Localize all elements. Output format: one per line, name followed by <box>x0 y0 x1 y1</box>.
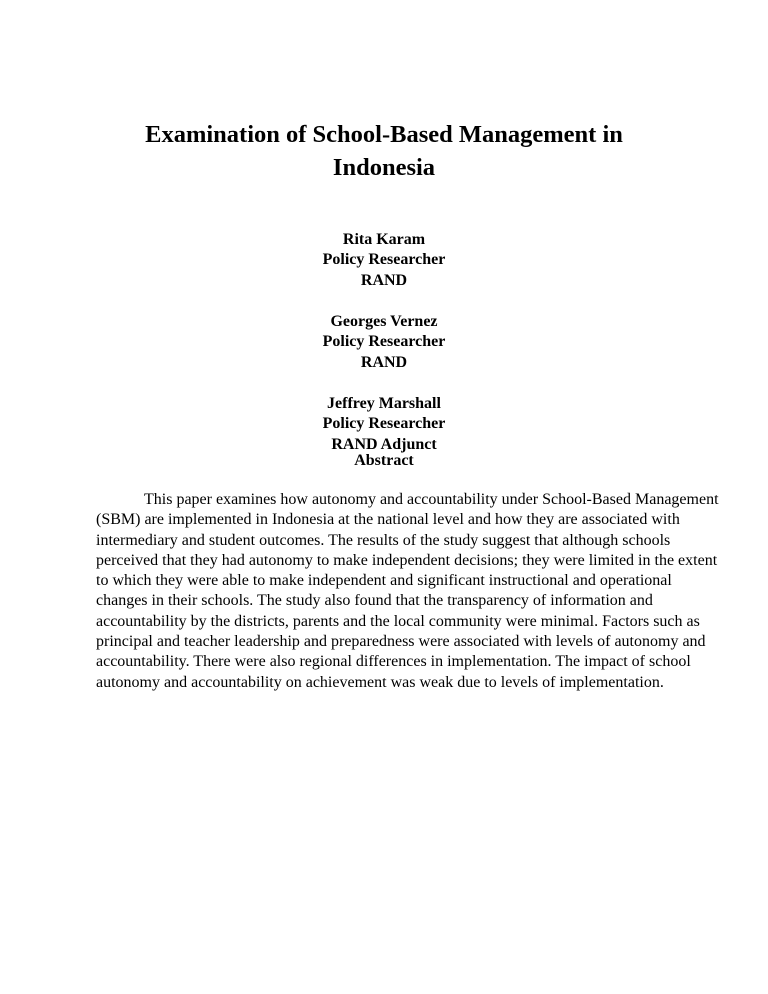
abstract-line: to which they were able to make independent and significant instructional and operational <box>96 572 672 590</box>
abstract-body <box>96 490 719 693</box>
abstract-line: accountability. There were also regional differences in implementation. The impact of school <box>96 653 691 671</box>
author-name: Jeffrey Marshall <box>327 395 441 412</box>
author-name: Georges Vernez <box>330 313 438 330</box>
abstract-line: perceived that they had autonomy to make independent decisions; they were limited in the extent <box>96 551 718 569</box>
abstract-line: intermediary and student outcomes. The results of the study suggest that although schools <box>96 531 671 549</box>
author-affiliation: RAND <box>360 353 408 371</box>
author-block <box>0 394 768 455</box>
author-name: Rita Karam <box>342 231 426 248</box>
abstract-line: This paper examines how autonomy and accountability under School-Based Management <box>144 491 719 508</box>
author-role: Policy Researcher <box>322 415 446 433</box>
title-line: Indonesia <box>332 154 436 181</box>
author-block <box>0 230 768 291</box>
abstract-line: autonomy and accountability on achievement was weak due to levels of implementation. <box>96 673 664 691</box>
title-line: Examination of School-Based Management in <box>145 121 623 148</box>
document-title <box>0 118 768 184</box>
author-affiliation: RAND Adjunct <box>331 435 437 453</box>
abstract-line: accountability by the districts, parents and the local community were minimal. Factors such as <box>96 612 700 630</box>
author-role: Policy Researcher <box>322 333 446 351</box>
abstract-heading: Abstract <box>354 452 414 469</box>
abstract-line: (SBM) are implemented in Indonesia at the national level and how they are associated with <box>96 511 680 529</box>
author-affiliation: RAND <box>360 271 408 289</box>
abstract-line: principal and teacher leadership and preparedness were associated with levels of autonomy and <box>96 633 706 651</box>
abstract-line: changes in their schools. The study also found that the transparency of information and <box>96 592 653 610</box>
author-role: Policy Researcher <box>322 251 446 269</box>
author-block <box>0 312 768 373</box>
